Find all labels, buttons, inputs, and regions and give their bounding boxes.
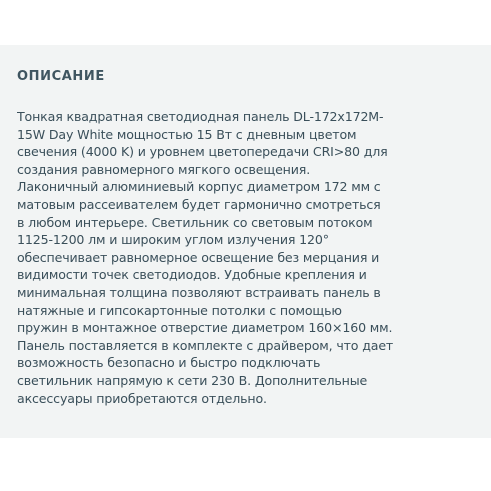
description-line: в любом интерьере. Светильник со световым потоком <box>17 214 373 230</box>
description-line: натяжные и гипсокартонные потолки с помощью <box>17 302 342 318</box>
description-line: аксессуары приобретаются отдельно. <box>17 390 267 406</box>
description-line: обеспечивает равномерное освещение без мерцания и <box>17 249 380 265</box>
description-line: создания равномерного мягкого освещения. <box>17 161 311 177</box>
description-line: видимости точек светодиодов. Удобные крепления и <box>17 267 367 283</box>
description-line: 15W Day White мощностью 15 Вт с дневным цветом <box>17 126 357 142</box>
description-line: Лаконичный алюминиевый корпус диаметром 172 мм с <box>17 179 381 195</box>
description-card <box>0 45 491 438</box>
description-line: матовым рассеивателем будет гармонично смотреться <box>17 196 381 212</box>
description-line: Панель поставляется в комплекте с драйвером, что дает <box>17 337 394 353</box>
description-line: 1125-1200 лм и широким углом излучения 120° <box>17 232 329 248</box>
section-title: ОПИСАНИЕ <box>17 69 105 84</box>
description-line: светильник напрямую к сети 230 В. Дополнительные <box>17 372 368 388</box>
description-line: возможность безопасно и быстро подключать <box>17 355 321 371</box>
description-line: Тонкая квадратная светодиодная панель DL-172x172M- <box>17 109 384 124</box>
description-line: пружин в монтажное отверстие диаметром 160×160 мм. <box>17 320 393 336</box>
description-line: свечения (4000 K) и уровнем цветопередачи CRI>80 для <box>17 144 388 160</box>
description-text <box>17 108 483 407</box>
description-line: минимальная толщина позволяют встраивать панель в <box>17 284 381 300</box>
